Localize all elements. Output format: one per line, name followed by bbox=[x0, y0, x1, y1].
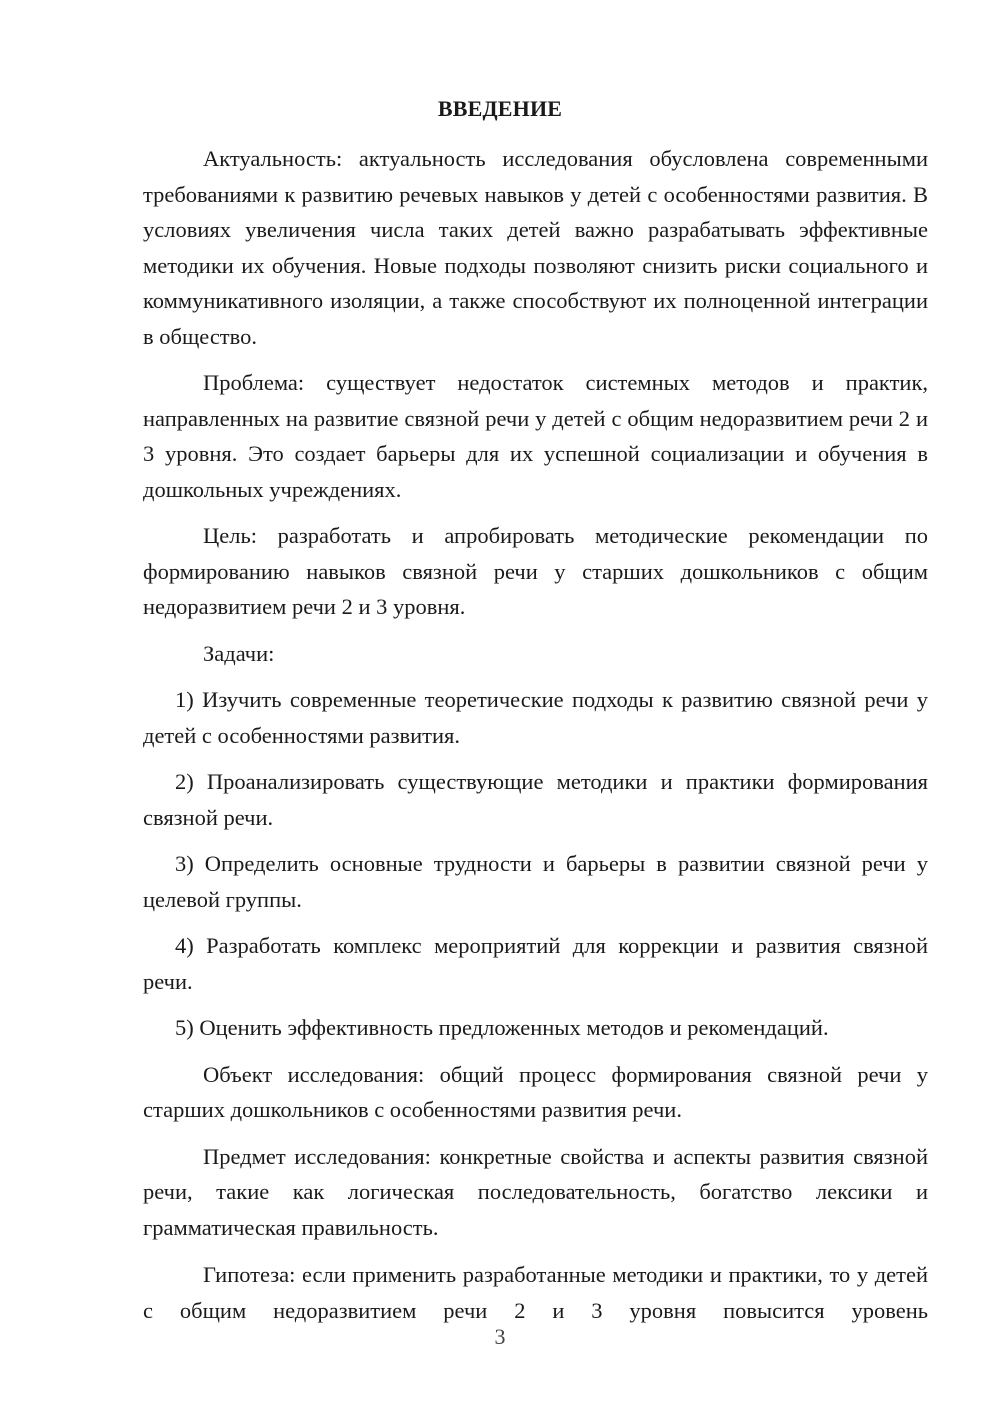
page-number: 3 bbox=[494, 1324, 506, 1349]
paragraph-hypothesis: Гипотеза: если применить разработанные методики и практики, то у детей с общим недоразвитием речи 2 и 3 уровня повысится уровень bbox=[143, 1262, 928, 1323]
paragraph-problem: Проблема: существует недостаток системных методов и практик, направленных на развитие связной речи у детей с общим недоразвитием речи 2 и 3 уровня. Это создает барьеры для их успешной социализации и обучения в дошкольных учреждениях. bbox=[143, 370, 928, 502]
task-item: 1) Изучить современные теоретические подходы к развитию связной речи у детей с особенностями развития. bbox=[143, 687, 928, 748]
paragraph-relevance: Актуальность: актуальность исследования обусловлена современными требованиями к развитию речевых навыков у детей с особенностями развития. В условиях увеличения числа таких детей важно разрабатывать эффективные методики их обучения. Новые подходы позволяют снизить риски социального и коммуникативного изоляции, а также способствуют их полноценной интеграции в общество. bbox=[143, 146, 928, 349]
section-title: ВВЕДЕНИЕ bbox=[437, 96, 563, 121]
tasks-label: Задачи: bbox=[203, 640, 275, 666]
paragraph-object: Объект исследования: общий процесс формирования связной речи у старших дошкольников с особенностями развития речи. bbox=[143, 1061, 928, 1122]
paragraph-subject: Предмет исследования: конкретные свойства и аспекты развития связной речи, такие как логическая последовательность, богатство лексики и грамматическая правильность. bbox=[143, 1143, 928, 1240]
task-item: 4) Разработать комплекс мероприятий для коррекции и развития связной речи. bbox=[143, 933, 928, 994]
task-item: 3) Определить основные трудности и барьеры в развитии связной речи у целевой группы. bbox=[143, 851, 928, 912]
task-item: 5) Оценить эффективность предложенных методов и рекомендаций. bbox=[175, 1015, 829, 1040]
paragraph-goal: Цель: разработать и апробировать методические рекомендации по формированию навыков связной речи у старших дошкольников с общим недоразвитием речи 2 и 3 уровня. bbox=[143, 523, 928, 619]
task-item: 2) Проанализировать существующие методики и практики формирования связной речи. bbox=[143, 769, 928, 830]
body-text bbox=[143, 141, 928, 1328]
